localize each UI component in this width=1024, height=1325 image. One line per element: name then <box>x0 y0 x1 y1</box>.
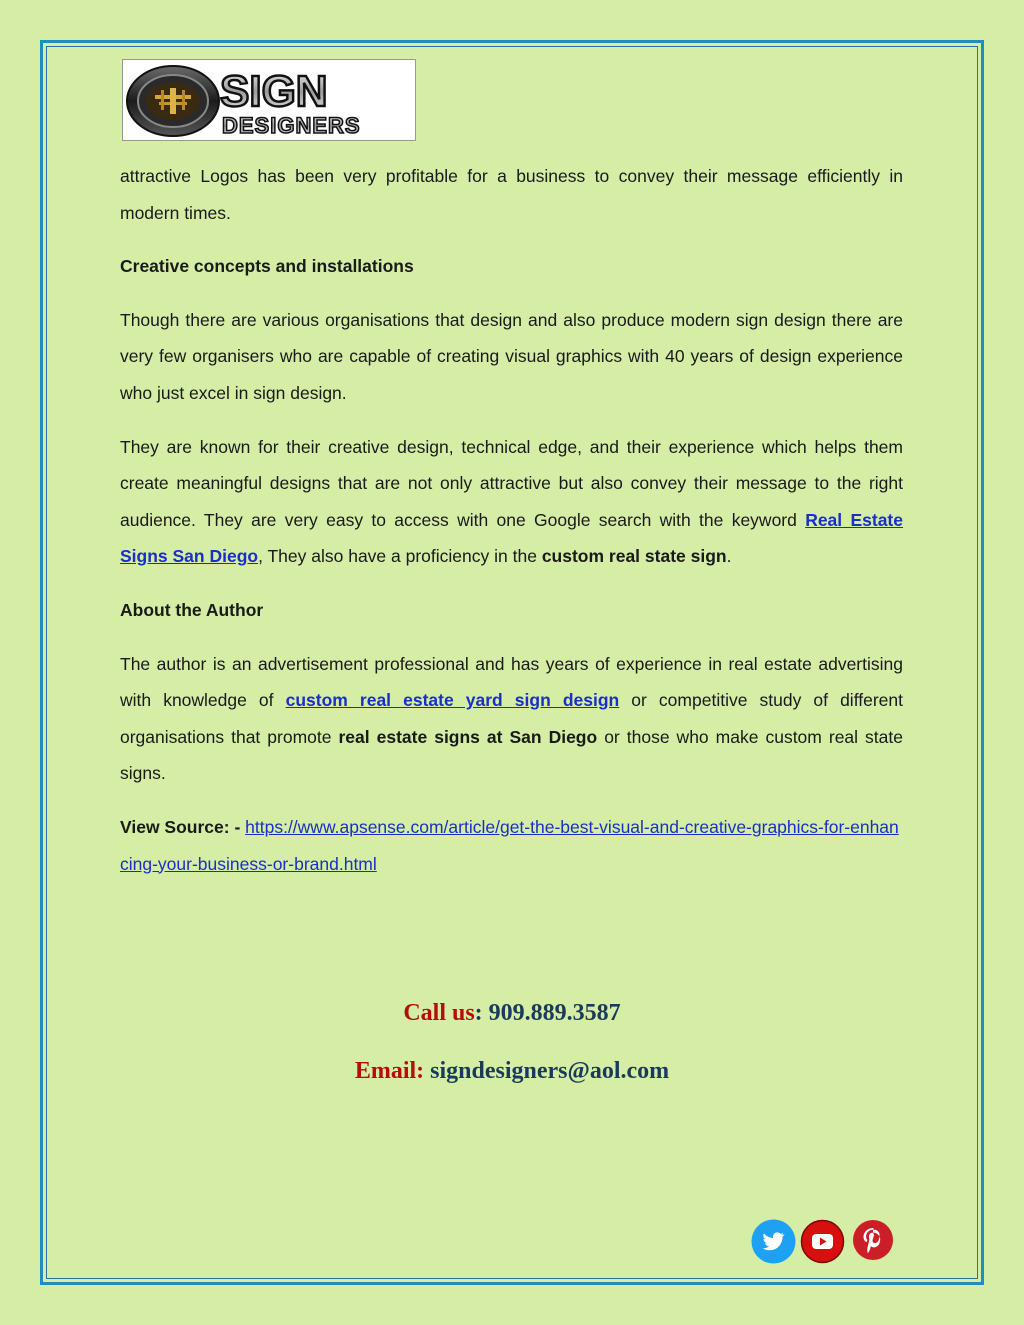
section-heading-author: About the Author <box>120 599 264 620</box>
text-segment: or competitive study of different organisations that promote <box>120 690 903 747</box>
call-label: Call us <box>403 1000 475 1026</box>
source-url-link[interactable]: https://www.apsense.com/article/get-the-best-visual-and-creative-graphics-for-enhancing-your-business-or-brand.html <box>120 816 899 874</box>
bold-text: custom real state sign <box>541 546 727 567</box>
paragraph-organisations: Though there are various organisations that design and also produce modern sign design there are very few organisers who are capable of creating visual graphics with 40 years of design experience who just excel in sign design. <box>120 309 903 403</box>
text-segment: They are known for their creative design, technical edge, and their experience which helps them create meaningful designs that are not only attractive but also convey their message to the right audience. They are very easy to access with one Google search with the keyword <box>120 436 903 530</box>
text-segment: or those who make custom real state signs. <box>120 726 903 784</box>
youtube-icon[interactable] <box>800 1219 845 1264</box>
twitter-icon[interactable] <box>751 1219 796 1264</box>
article-body <box>120 158 903 899</box>
email-label: Email: <box>354 1058 425 1084</box>
text-segment: The author is an advertisement professional and has years of experience in real estate advertising with knowledge of <box>120 653 903 711</box>
phone-number[interactable]: 909.889.3587 <box>488 1000 621 1026</box>
call-separator: : <box>474 1000 489 1026</box>
paragraph-author <box>120 646 903 792</box>
logo-line1: SIGN <box>220 67 328 116</box>
bold-text: real estate signs at San Diego <box>338 726 598 747</box>
yard-sign-design-link[interactable]: custom real estate yard sign design <box>285 690 620 711</box>
email-address[interactable]: signdesigners@aol.com <box>430 1058 670 1084</box>
logo-line2: DESIGNERS <box>222 113 361 138</box>
section-heading-creative: Creative concepts and installations <box>120 256 414 277</box>
text-segment: , They also have a proficiency in the <box>258 546 542 567</box>
source-label: View Source: - <box>120 816 246 837</box>
call-us-line <box>0 1000 1024 1027</box>
pinterest-icon[interactable] <box>852 1219 894 1261</box>
sign-designers-logo <box>122 59 416 141</box>
paragraph-creative-design <box>120 429 903 575</box>
real-estate-signs-link[interactable]: Real Estate Signs San Diego <box>120 509 903 567</box>
intro-paragraph: attractive Logos has been very profitable for a business to convey their message efficiently in modern times. <box>120 166 903 223</box>
source-paragraph <box>120 809 903 882</box>
text-segment: . <box>726 546 732 567</box>
email-line <box>0 1058 1024 1085</box>
